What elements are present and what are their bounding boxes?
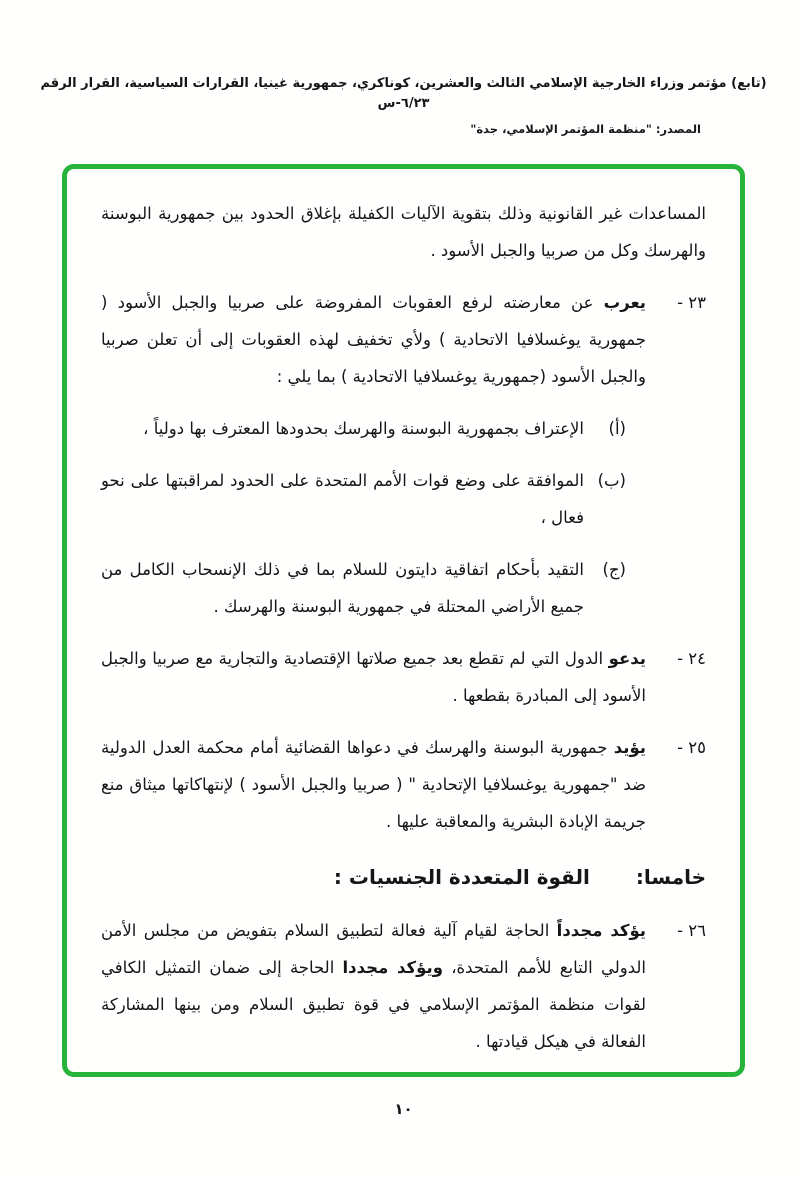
item-25-lead-word: يؤيد (613, 738, 646, 757)
item-26-body-text-1: الحاجة لقيام آلية فعالة لتطبيق السلام بتفويض من مجلس الأمن الدولي التابع للأمم المتحدة، (101, 921, 646, 977)
section-heading (101, 857, 706, 897)
section-title: القوة المتعددة الجنسيات : (333, 865, 590, 889)
header-citation: (تابع) مؤتمر وزراء الخارجية الإسلامي الثالث والعشرين، كوناكري، جمهورية غينيا، القرارات السياسية، القرار الرقم ٦/٢٣-س (40, 76, 767, 111)
item-23-lead-word: يعرب (603, 293, 646, 312)
resolution-item-24 (101, 640, 706, 714)
item-25-body-text: جمهورية البوسنة والهرسك في دعواها القضائية أمام محكمة العدل الدولية ضد "جمهورية يوغسلافيا الإتحادية " ( صربيا والجبل الأسود ) لإنتهاكاتها ميثاق منع جريمة الإبادة البشرية والمعاقبة عليها . (101, 738, 646, 831)
header-source: المصدر: "منظمة المؤتمر الإسلامي، جدة" (470, 122, 701, 136)
item-25-text (101, 729, 646, 840)
item-26-number: ٢٦ - (677, 921, 706, 940)
item-24-lead-word: يدعو (608, 649, 646, 668)
intro-paragraph: المساعدات غير القانونية وذلك بتقوية الآليات الكفيلة بإغلاق الحدود بين جمهورية البوسنة والهرسك وكل من صربيا والجبل الأسود . (101, 204, 706, 260)
item-24-text (101, 640, 646, 714)
subitem-a-letter: (أ) (608, 419, 626, 438)
content-frame (62, 164, 745, 1077)
resolution-item-25 (101, 729, 706, 840)
item-26-body-text-2: الحاجة إلى ضمان التمثيل الكافي لقوات منظمة المؤتمر الإسلامي في قوة تطبيق السلام ومن بينها المشاركة الفعالة في هيكل قيادتها . (101, 958, 646, 1051)
item-25-number: ٢٥ - (677, 738, 706, 757)
subitem-c-text: التقيد بأحكام اتفاقية دايتون للسلام بما في ذلك الإنسحاب الكامل من جميع الأراضي المحتلة في جمهورية البوسنة والهرسك . (101, 560, 584, 616)
section-label: خامسا: (635, 865, 706, 889)
subitem-b-letter: (ب) (597, 471, 626, 490)
item-26-lead-word: يؤكد مجدداً (556, 921, 646, 940)
subitem-b (101, 462, 626, 536)
item-23-text (101, 284, 646, 395)
subitem-c (101, 551, 626, 625)
item-23-body-text: عن معارضته لرفع العقوبات المفروضة على صربيا والجبل الأسود ( جمهورية يوغسلافيا الاتحادية ) ولأي تخفيف لهذه العقوبات إلى أن تعلن صربيا والجبل الأسود (جمهورية يوغسلافيا الاتحادية ) بما يلي : (101, 293, 646, 386)
resolution-item-23 (101, 284, 706, 395)
item-26-lead-word-2: ويؤكد مجددا (342, 958, 443, 977)
subitem-b-text: الموافقة على وضع قوات الأمم المتحدة على الحدود لمراقبتها على نحو فعال ، (101, 471, 584, 527)
item-24-number: ٢٤ - (677, 649, 706, 668)
subitem-c-letter: (ج) (602, 560, 626, 579)
item-23-number: ٢٣ - (677, 293, 706, 312)
page-number: ١٠ (394, 1100, 413, 1118)
subitem-a (101, 410, 626, 447)
resolution-item-26 (101, 912, 706, 1060)
item-26-text (101, 912, 646, 1060)
item-24-body-text: الدول التي لم تقطع بعد جميع صلاتها الإقتصادية والتجارية مع صربيا والجبل الأسود إلى المبادرة بقطعها . (101, 649, 646, 705)
subitem-a-text: الإعتراف بجمهورية البوسنة والهرسك بحدودها المعترف بها دولياً ، (143, 419, 584, 438)
document-header (0, 0, 807, 136)
